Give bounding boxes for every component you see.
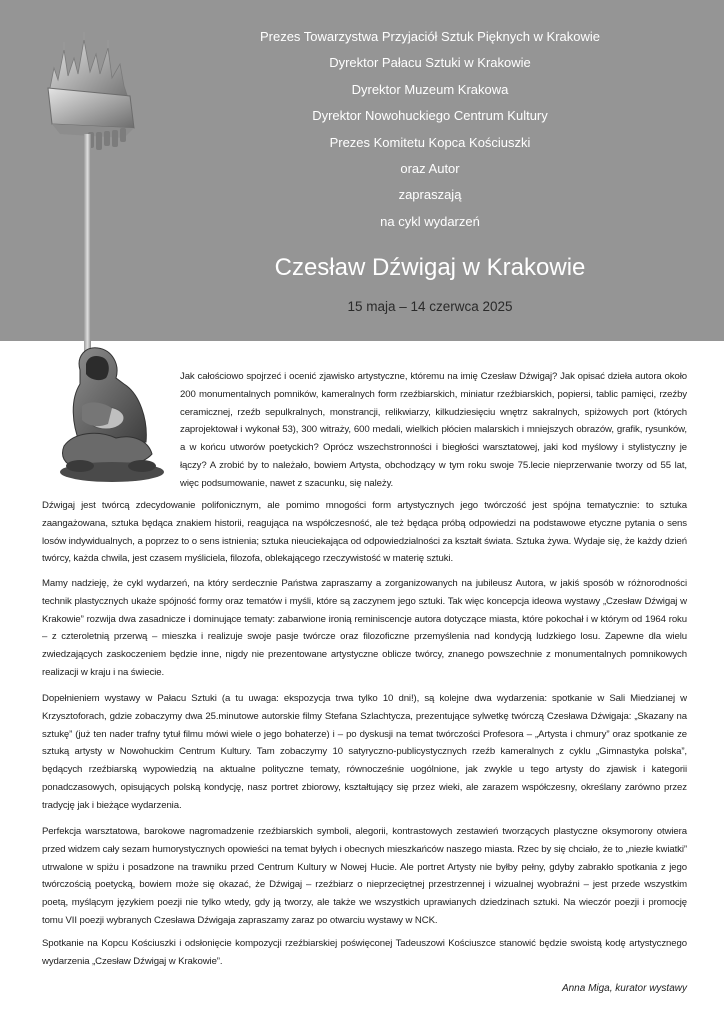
body-paragraph: Dopełnieniem wystawy w Pałacu Sztuki (a tu uwaga: ekspozycja trwa tylko 10 dni!), są kolejne dwa wydarzenia: spotkanie w Sali Miedzianej w Krzysztoforach, gdzie zobaczymy dwa 25.minutowe autorskie filmy Stefana Szlachtycza, prezentujące sylwetkę twórczą Czesława Dźwigaja: „Skazany na sztukę” (już ten nader trafny tytuł filmu mówi wiele o jego bohaterze) i – po dyskusji na temat twórczości Profesora – „Artysta i chmury” oraz spotkanie ze sztuką artysty w Nowohuckim Centrum Kultury. Tam zobaczymy 10 satyryczno-publicystycznych rzeźb kameralnych z cyklu „Gimnastyka polska”, będących rzeźbiarską wypowiedzią na aktualne polityczne tematy, równocześnie uogólnione, jak zwykle u tego artysty do zjawisk i kategorii ponadczasowych, opisujących polską kondycję, nasz portret zbiorowy, kształtujący się przez wieki, ale zarazem współczesny, określany zarówno przez tradycję jak i bieżące wydarzenia. — [42, 693, 687, 811]
inviter-line: zapraszają — [398, 187, 462, 203]
inviter-line: Dyrektor Pałacu Sztuki w Krakowie — [329, 55, 531, 71]
curator-signature: Anna Miga, kurator wystawy — [561, 983, 687, 994]
inviter-line: Prezes Towarzystwa Przyjaciół Sztuk Pięknych w Krakowie — [259, 29, 601, 44]
inviters-list — [180, 24, 680, 235]
inviter-line: Dyrektor Nowohuckiego Centrum Kultury — [312, 108, 548, 124]
body-paragraph: Perfekcja warsztatowa, barokowe nagromadzenie rzeźbiarskich symboli, alegorii, kontrastowych zestawień tworzących plastyczne oksymorony otwiera przed widzem cały sezam humorystycznych opowieści na temat byłych i obecnych mieszkańców naszego miasta. Rzec by się chciało, że to „niezłe kwiatki” utrwalone w spiżu i posadzone na trawniku przed Centrum Kultury w Nowej Hucie. Ale portret Artysty nie byłby pełny, gdyby zabrakło spotkania z jego twórczością poetycką, bowiem może się okazać, że Dźwigaj – rzeźbiarz o nieprzeciętnej przestrzennej i wizualnej wyobraźni – jest przede wszystkim poetą, myślącym językiem poezji nie tylko wtedy, gdy ją tworzy, ale także we wszystkich uprawianych dziedzinach sztuki. Na wieczór poezji i promocję tomu VII poezji wybranych Czesława Dźwigaja zapraszamy zaraz po otwarciu wystawy w NCK. — [42, 826, 687, 926]
inviter-line: oraz Autor — [400, 161, 460, 177]
body-paragraph: Spotkanie na Kopcu Kościuszki i odsłonięcie kompozycji rzeźbiarskiej poświęconej Tadeuszowi Kościuszce stanowić będzie swoistą kodę artystycznego wydarzenia „Czesław Dźwigaj w Krakowie”. — [42, 938, 687, 967]
event-dates: 15 maja – 14 czerwca 2025 — [347, 299, 513, 314]
inviter-line: Prezes Komitetu Kopca Kościuszki — [329, 134, 531, 150]
event-title: Czesław Dźwigaj w Krakowie — [274, 254, 586, 281]
body-paragraph: Mamy nadzieję, że cykl wydarzeń, na który serdecznie Państwa zapraszamy a zorganizowanych na jubileusz Autora, w jakiś sposób w różnorodności technik plastycznych ukaże spójność formy oraz tematów i myśli, które są zaczynem jego sztuki. Tak więc koncepcja ideowa wystawy „Czesław Dźwigaj w Krakowie” rozwija dwa zasadnicze i dominujące tematy: zabarwione ironią reminiscencje autora dotyczące miasta, które pokochał i w którym od 1964 roku – z czteroletnią przerwą – mieszka i realizuje swoje pasje twórcze oraz filozoficzne przemyślenia nad kondycją ludzkiego losu. Zapewne dla wielu zwiedzających zaskoczeniem będzie inne, nigdy nie prezentowane artystyczne oblicze twórcy, znanego powszechnie z monumentalnych pomnikowych realizacji w kraju i na świecie. — [42, 578, 687, 678]
sculpture-image — [20, 28, 180, 498]
inviter-line: na cykl wydarzeń — [380, 213, 480, 229]
inviter-line: Dyrektor Muzeum Krakowa — [351, 81, 509, 97]
body-paragraph: Jak całościowo spojrzeć i ocenić zjawisko artystyczne, któremu na imię Czesław Dźwigaj? Jak opisać dzieła autora około 200 monumentalnych pomników, kameralnych form rzeźbiarskich, miniatur rzeźbiarskich, popiersi, tablic pamięci, rzeźby ceramicznej, rzeźb sepulkralnych, monstrancji, relikwiarzy, kilkudziesięciu wnętrz sakralnych, spiżowych port (których zaprojektował i wykonał 53), 300 witraży, 600 medali, wielkich płócien malarskich i mniejszych obrazów, grafik, rysunków, a w końcu utworów poetyckich? Oprócz wszechstronności i biegłości warsztatowej, jaki kod myślowy i stylistyczny je łączy? A zrobić by to należało, bowiem Artysta, obchodzący w tym roku swoje 75.lecie nieprzerwanie tworzy od 55 lat, więc podsumowanie, nawet z szacunku, się należy. — [180, 371, 687, 489]
body-paragraph: Dźwigaj jest twórcą zdecydowanie polifonicznym, ale pomimo mnogości form artystycznych jego twórczość jest spójna tematycznie: to sztuka zaangażowana, sztuka będąca znakiem historii, reagująca na współczesność, ale też będąca próbą odpowiedzi na podstawowe etyczne pytania o sens losów indywidualnych, a poprzez to o sens istnienia; sztuka nieuciekająca od odpowiedzialności za kształt świata. Sztuka żywa. Wydaje się, że każdy dzień twórcy, każda chwila, jest czasem myśliciela, filozofa, oblekającego rzeczywistość w materię sztuki. — [42, 500, 687, 565]
